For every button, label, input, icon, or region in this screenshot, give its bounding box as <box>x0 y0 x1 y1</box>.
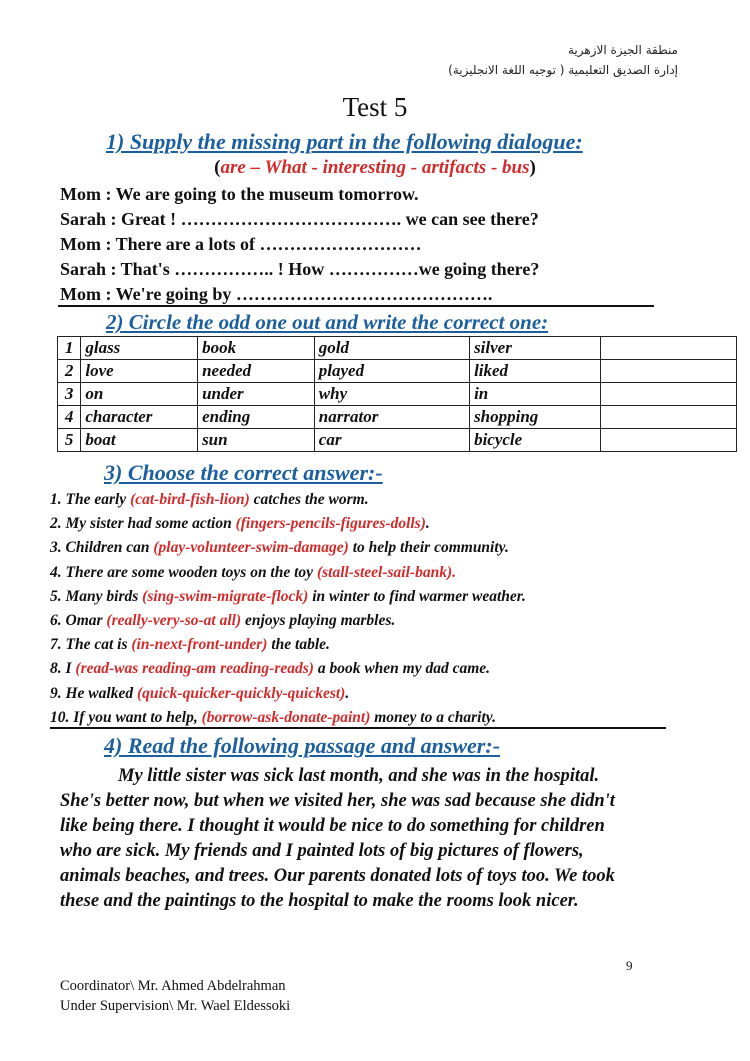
word-bank-separator: - <box>306 157 323 178</box>
row-number-cell: 2 <box>58 360 81 383</box>
word-cell: car <box>314 429 469 452</box>
dialogue <box>60 182 660 307</box>
word-bank-separator: - <box>405 157 422 178</box>
word-cell: played <box>314 360 469 383</box>
item-options: (borrow-ask-donate-paint) <box>201 708 371 726</box>
word-bank-item: interesting <box>322 157 406 178</box>
dialogue-line: Mom : We are going to the museum tomorrow. <box>60 184 419 204</box>
row-number-cell: 4 <box>58 406 81 429</box>
reading-passage <box>60 764 635 914</box>
item-stem: 4. There are some wooden toys on the toy <box>50 563 317 581</box>
question-1-heading: 1) Supply the missing part in the following dialogue: <box>106 129 583 154</box>
word-bank-close: ) <box>529 157 536 178</box>
multiple-choice-list <box>50 488 690 730</box>
list-item <box>50 633 690 657</box>
question-4-heading: 4) Read the following passage and answer:- <box>104 733 501 758</box>
answer-cell[interactable] <box>600 383 736 406</box>
list-item <box>50 561 690 585</box>
item-tail: a book when my dad came. <box>313 660 491 678</box>
word-cell: book <box>198 337 315 360</box>
passage-text: My little sister was sick last month, and she was in the hospital. She's better now, but when we visited her, she was sad because she didn't like being there. I thought it would be nice to do something for children who are sick. My friends and I painted lots of big pictures of flowers, animals beaches, and trees. Our parents donated lots of toys too. We took these and the paintings to the hospital to make the rooms look nicer. <box>60 766 615 911</box>
dialogue-line: Mom : We're going by ……………………………………. <box>60 284 493 304</box>
word-cell: why <box>314 383 469 406</box>
row-number-cell: 3 <box>58 383 81 406</box>
word-cell: on <box>81 383 198 406</box>
row-number-cell: 5 <box>58 429 81 452</box>
word-bank-separator: – <box>245 157 265 178</box>
word-cell: glass <box>81 337 198 360</box>
item-tail: money to a charity. <box>370 708 496 726</box>
table-row <box>58 429 737 452</box>
table-row <box>58 360 737 383</box>
table-row <box>58 383 737 406</box>
header-line-2: إدارة الصديق التعليمية ( توجيه اللغة الانجليزية) <box>448 63 678 77</box>
item-options: (quick-quicker-quickly-quickest) <box>136 684 346 702</box>
dialogue-line: Sarah : Great ! ………………………………. we can see there? <box>60 209 539 229</box>
footer-supervision: Under Supervision\ Mr. Wael Eldessoki <box>60 998 291 1014</box>
section-divider <box>58 305 654 307</box>
word-cell: bicycle <box>470 429 601 452</box>
word-cell: liked <box>470 360 601 383</box>
item-tail: enjoys playing marbles. <box>241 611 396 629</box>
footer <box>60 976 290 1016</box>
word-cell: sun <box>198 429 315 452</box>
section-divider <box>50 727 666 729</box>
item-tail: to help their community. <box>348 539 509 557</box>
table-row <box>58 337 737 360</box>
word-cell: character <box>81 406 198 429</box>
item-tail: . <box>345 684 350 702</box>
item-options: (stall-steel-sail-bank). <box>316 563 456 581</box>
item-stem: 2. My sister had some action <box>50 515 236 533</box>
word-cell: silver <box>470 337 601 360</box>
list-item <box>50 585 690 609</box>
item-tail: . <box>425 515 430 533</box>
word-cell: under <box>198 383 315 406</box>
list-item <box>50 609 690 633</box>
word-cell: shopping <box>470 406 601 429</box>
item-options: (play-volunteer-swim-damage) <box>153 539 349 557</box>
table-row <box>58 406 737 429</box>
word-cell: gold <box>314 337 469 360</box>
item-stem: 7. The cat is <box>50 636 132 654</box>
word-bank-open: ( <box>214 157 221 178</box>
page-number: 9 <box>626 958 633 973</box>
header-line-1: منطقة الجيزة الازهرية <box>568 43 678 57</box>
item-options: (really-very-so-at all) <box>106 611 242 629</box>
word-cell: narrator <box>314 406 469 429</box>
item-stem: 1. The early <box>50 491 131 508</box>
item-stem: 9. He walked <box>50 684 137 702</box>
dialogue-line: Mom : There are a lots of ……………………… <box>60 234 422 254</box>
answer-cell[interactable] <box>600 406 736 429</box>
page-title: Test 5 <box>342 92 408 122</box>
answer-cell[interactable] <box>600 337 736 360</box>
question-3-heading: 3) Choose the correct answer:- <box>104 460 383 485</box>
word-cell: needed <box>198 360 315 383</box>
item-options: (read-was reading-am reading-reads) <box>75 660 314 678</box>
answer-cell[interactable] <box>600 429 736 452</box>
answer-cell[interactable] <box>600 360 736 383</box>
word-cell: ending <box>198 406 315 429</box>
item-tail: in winter to find warmer weather. <box>308 587 526 605</box>
word-cell: boat <box>81 429 198 452</box>
word-bank-item: bus <box>502 157 530 178</box>
item-options: (sing-swim-migrate-flock) <box>142 587 309 605</box>
row-number-cell: 1 <box>58 337 81 360</box>
word-bank-item: What <box>264 157 307 178</box>
list-item <box>50 536 690 560</box>
item-tail: catches the worm. <box>249 491 369 508</box>
item-stem: 8. I <box>50 660 76 678</box>
word-cell: love <box>81 360 198 383</box>
item-stem: 5. Many birds <box>50 587 143 605</box>
item-tail: the table. <box>267 636 330 654</box>
item-options: (fingers-pencils-figures-dolls) <box>235 515 426 533</box>
item-options: (cat-bird-fish-lion) <box>130 491 250 508</box>
word-bank <box>0 157 750 179</box>
item-stem: 10. If you want to help, <box>50 708 202 726</box>
list-item <box>50 657 690 681</box>
word-cell: in <box>470 383 601 406</box>
arabic-header <box>448 40 678 80</box>
list-item <box>50 488 690 512</box>
item-stem: 3. Children can <box>50 539 154 557</box>
dialogue-line: Sarah : That's …………….. ! How ……………we going there? <box>60 259 540 279</box>
list-item <box>50 512 690 536</box>
word-bank-item: artifacts <box>421 157 487 178</box>
item-stem: 6. Omar <box>50 611 107 629</box>
word-bank-separator: - <box>486 157 503 178</box>
item-options: (in-next-front-under) <box>131 636 268 654</box>
footer-coordinator: Coordinator\ Mr. Ahmed Abdelrahman <box>60 978 286 994</box>
list-item <box>50 682 690 706</box>
question-2-heading: 2) Circle the odd one out and write the correct one: <box>106 310 549 334</box>
odd-one-out-table <box>57 336 737 452</box>
word-bank-item: are <box>220 157 246 178</box>
